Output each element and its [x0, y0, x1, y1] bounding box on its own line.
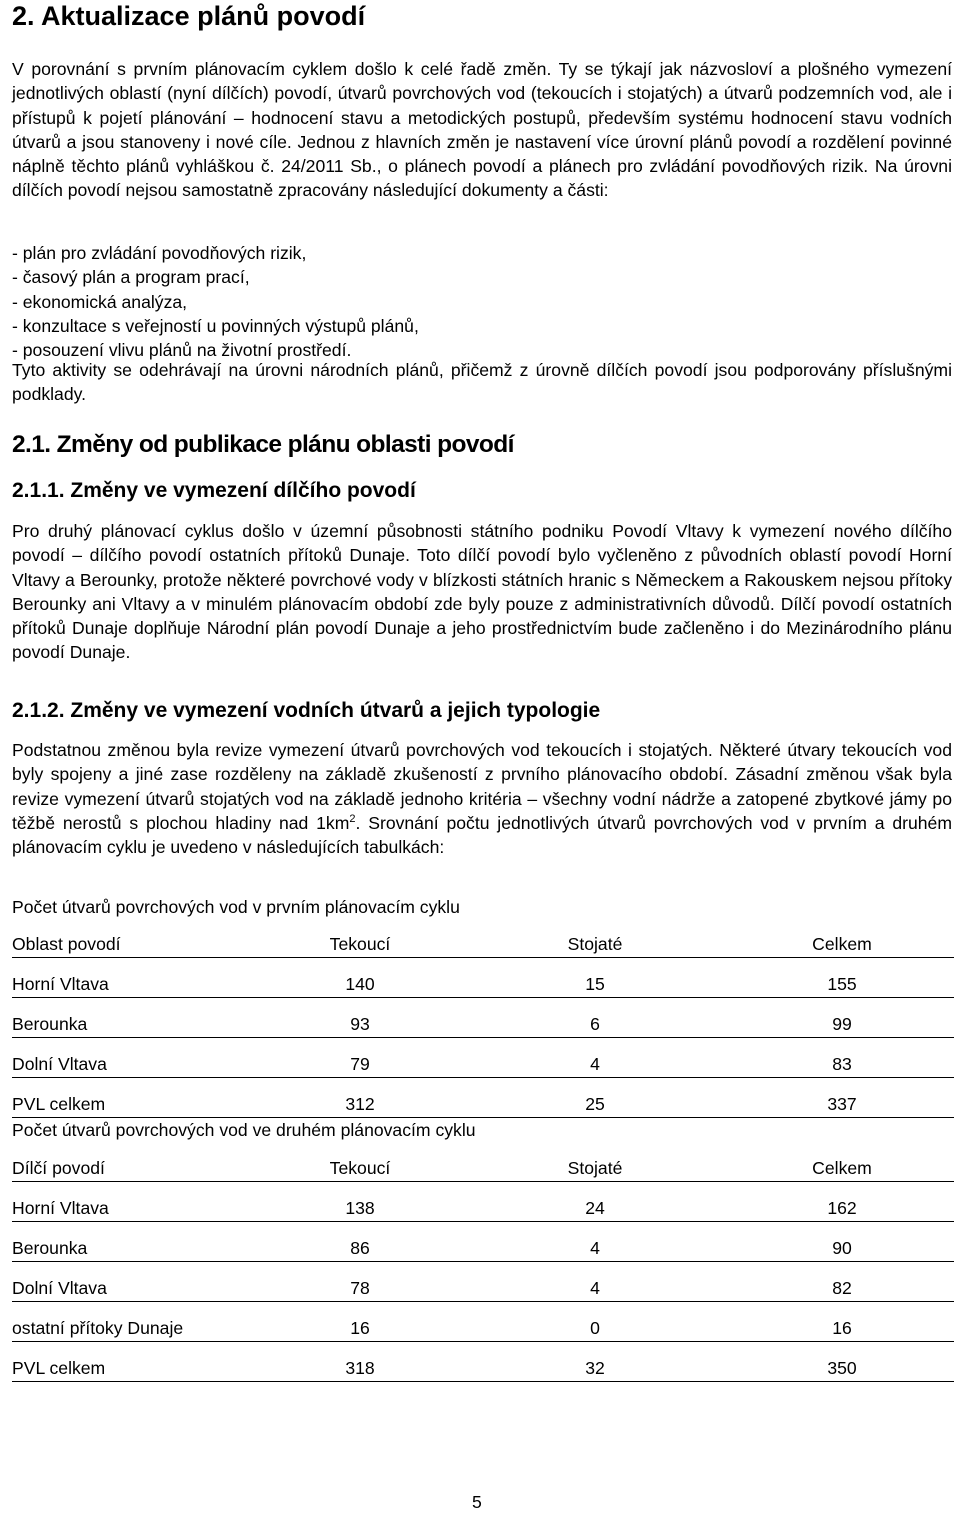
table-row: [12, 998, 954, 1038]
table-row: [12, 1222, 954, 1262]
table-cell: 337: [827, 1094, 857, 1114]
header-cell: Celkem: [812, 1158, 872, 1178]
table-row: [12, 958, 954, 998]
table-cell: Horní Vltava: [12, 974, 109, 994]
section-heading-2: 2. Aktualizace plánů povodí: [12, 1, 366, 31]
table-cell: 82: [832, 1278, 852, 1298]
table-cell: 4: [590, 1278, 600, 1298]
header-cell: Stojaté: [567, 1158, 623, 1178]
table-cell: Horní Vltava: [12, 1198, 109, 1218]
header-cell: Celkem: [812, 934, 872, 954]
list-item: - plán pro zvládání povodňových rizik,: [12, 243, 307, 263]
table-cell: 350: [827, 1358, 857, 1378]
table-cell: 78: [350, 1278, 370, 1298]
header-cell: Stojaté: [567, 934, 623, 954]
page-number: 5: [472, 1492, 482, 1512]
table-cell: 25: [585, 1094, 605, 1114]
table-first-cycle: [12, 918, 954, 1118]
document-list: [12, 241, 952, 362]
table-second-cycle: [12, 1142, 954, 1382]
table-cell: 318: [345, 1358, 375, 1378]
table-cell: PVL celkem: [12, 1094, 106, 1114]
table-row: [12, 1262, 954, 1302]
water-bodies-paragraph: [12, 738, 952, 859]
section-heading-2-1-2: 2.1.2. Změny ve vymezení vodních útvarů a jejich typologie: [12, 699, 601, 722]
superscript: 2: [349, 812, 356, 825]
table-cell: 16: [350, 1318, 370, 1338]
table-cell: ostatní přítoky Dunaje: [12, 1318, 184, 1338]
section-heading-2-1: 2.1. Změny od publikace plánu oblasti povodí: [12, 431, 514, 458]
paragraph-text-a: Podstatnou změnou byla revize vymezení útvarů povrchových vod tekoucích i stojatých. Některé útvary tekoucích vod byly spojeny a jiné zase rozděleny na základě zkušeností z prvního plánovacího období. Zásadní změnou však byla revize vymezení útvarů stojatých vod na základě jednoho kritéria – všechny vodní nádrže a zatopené zbytkové jámy po těžbě nerostů s plochou hladiny nad 1km: [12, 740, 952, 833]
list-item: - časový plán a program prací,: [12, 267, 250, 288]
table-cell: 6: [590, 1014, 600, 1034]
table-row: [12, 1078, 954, 1118]
section-heading-2-1-1: 2.1.1. Změny ve vymezení dílčího povodí: [12, 479, 416, 502]
table-cell: Dolní Vltava: [12, 1054, 107, 1074]
table-cell: 16: [832, 1318, 852, 1338]
table-row: [12, 1342, 954, 1382]
activities-paragraph: Tyto aktivity se odehrávají na úrovni národních plánů, přičemž z úrovně dílčích povodí jsou podporovány příslušnými podklady.: [12, 360, 952, 405]
table-cell: Dolní Vltava: [12, 1278, 107, 1298]
list-item: - posouzení vlivu plánů na životní prostředí.: [12, 340, 352, 361]
table-row: [12, 1182, 954, 1222]
table-cell: 140: [345, 974, 375, 994]
paragraph-text-b: . Srovnání počtu jednotlivých útvarů povrchových vod v prvním a druhém plánovacím cyklu je uvedeno v následujících tabulkách:: [12, 812, 952, 858]
header-cell: Tekoucí: [329, 1158, 391, 1178]
table-cell: 99: [832, 1014, 852, 1034]
table-cell: 90: [832, 1238, 852, 1258]
table-cell: 93: [350, 1014, 370, 1034]
header-cell: Oblast povodí: [12, 934, 121, 954]
list-item: - ekonomická analýza,: [12, 291, 188, 312]
table-cell: 79: [350, 1054, 370, 1074]
header-cell: Dílčí povodí: [12, 1158, 105, 1178]
table-cell: Berounka: [12, 1014, 88, 1034]
subbasin-paragraph: Pro druhý plánovací cyklus došlo v územní působnosti státního podniku Povodí Vltavy k vymezení nového dílčího povodí – dílčího povodí ostatních přítoků Dunaje. Toto dílčí povodí bylo vyčleněno z původních oblastí povodí Horní Vltavy a Berounky, protože některé povrchové vody v blízkosti státních hranic s Německem a Rakouskem nejsou přítoky Berounky ani Vltavy a v minulém plánovacím období zde byly pouze z administrativních důvodů. Dílčí povodí ostatních přítoků Dunaje doplňuje Národní plán povodí Dunaje a jeho prostřednictvím bude začleněno i do Mezinárodního plánu povodí Dunaje.: [12, 521, 952, 663]
table-2-caption: Počet útvarů povrchových vod ve druhém plánovacím cyklu: [12, 1120, 476, 1140]
intro-paragraph: V porovnání s prvním plánovacím cyklem došlo k celé řadě změn. Ty se týkají jak názvosloví a plošného vymezení jednotlivých oblastí (nyní dílčích) povodí, útvarů povrchových vod (tekoucích i stojatých) a útvarů podzemních vod, ale i přístupů k pojetí plánování – hodnocení stavu a metodických postupů, především systému hodnocení stavu vodních útvarů a jsou stanoveny i nové cíle. Jednou z hlavních změn je nastavení více úrovní plánů povodí a rozdělení povinné náplně těchto plánů vyhláškou č. 24/2011 Sb., o plánech povodí a plánech pro zvládání povodňových rizik. Na úrovni dílčích povodí nejsou samostatně zpracovány následující dokumenty a části:: [12, 59, 952, 201]
table-header-row: [12, 918, 954, 958]
table-cell: 4: [590, 1054, 600, 1074]
table-1-caption: Počet útvarů povrchových vod v prvním plánovacím cyklu: [12, 897, 460, 917]
table-row: [12, 1302, 954, 1342]
table-header-row: [12, 1142, 954, 1182]
table-cell: Berounka: [12, 1238, 88, 1258]
table-cell: PVL celkem: [12, 1358, 106, 1378]
table-cell: 32: [585, 1358, 605, 1378]
table-cell: 312: [345, 1094, 375, 1114]
table-cell: 24: [585, 1198, 605, 1218]
table-cell: 4: [590, 1238, 600, 1258]
table-cell: 15: [585, 974, 605, 994]
table-cell: 0: [590, 1318, 600, 1338]
table-cell: 138: [345, 1198, 375, 1218]
table-cell: 83: [832, 1054, 852, 1074]
table-row: [12, 1038, 954, 1078]
table-cell: 162: [827, 1198, 857, 1218]
table-cell: 155: [827, 974, 857, 994]
table-cell: 86: [350, 1238, 370, 1258]
header-cell: Tekoucí: [329, 934, 391, 954]
list-item: - konzultace s veřejností u povinných výstupů plánů,: [12, 315, 419, 336]
